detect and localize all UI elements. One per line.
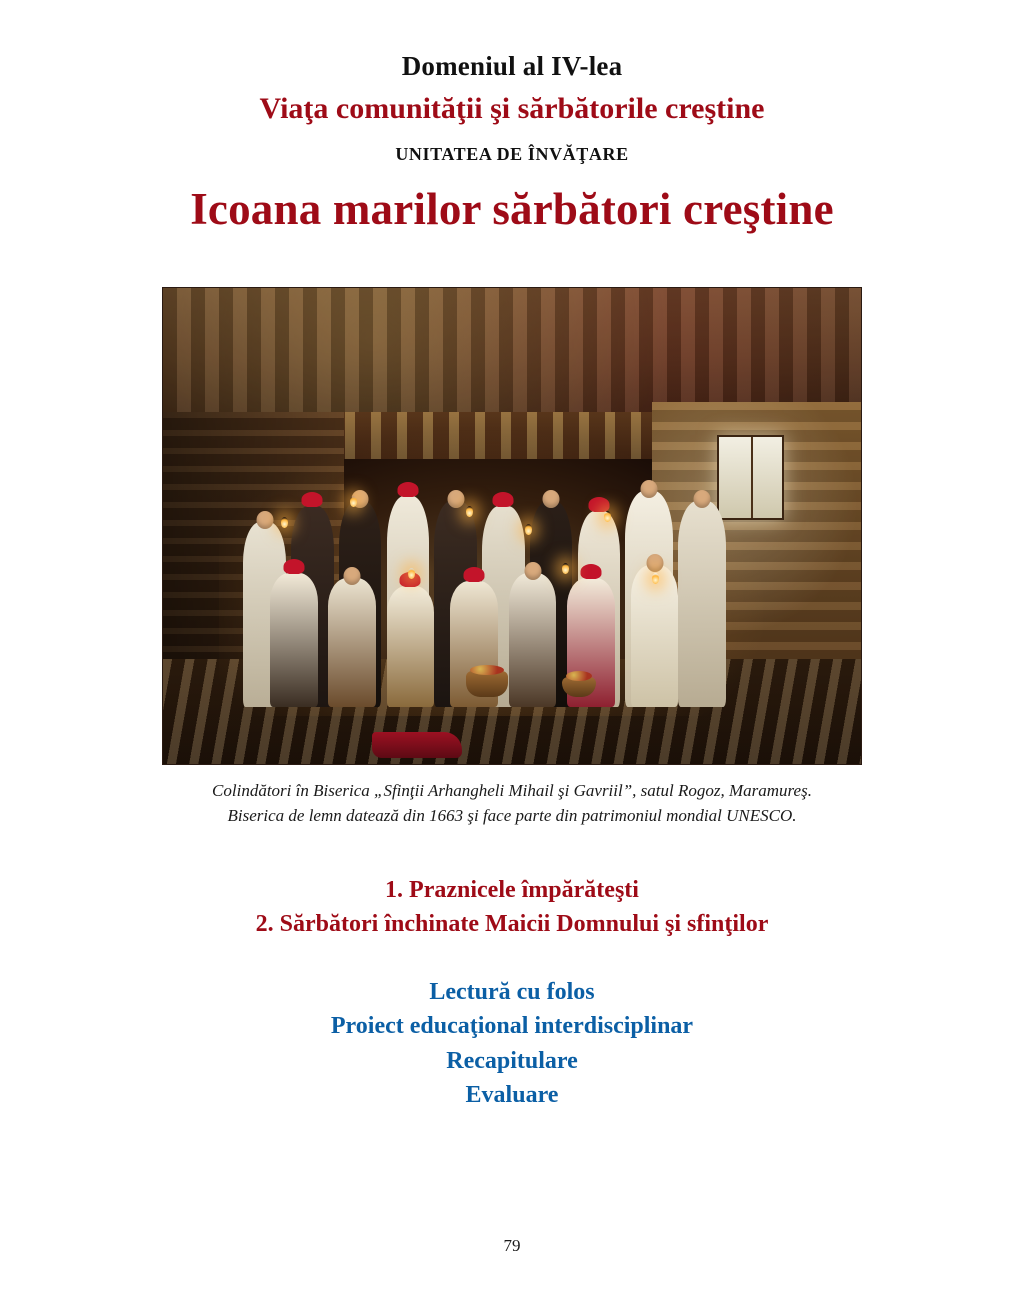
headscarf-icon (397, 482, 418, 497)
contents-item-2[interactable]: 2. Sărbători închinate Maicii Domnului şi sfinţilor (255, 910, 769, 937)
figure-child (509, 573, 557, 707)
figure-person (678, 501, 726, 707)
contents-item-evaluare[interactable]: Evaluare (465, 1081, 559, 1108)
red-cloth (372, 732, 462, 758)
unit-contents (0, 874, 1024, 1112)
figure (0, 287, 1024, 828)
headscarf-icon (588, 497, 609, 512)
domain-subtitle: Viaţa comunităţii şi sărbătorile creştine (259, 92, 765, 126)
figure-caption (162, 779, 862, 828)
headscarf-icon (283, 559, 304, 574)
head-icon (344, 567, 361, 585)
candle-flame-icon (350, 496, 357, 507)
page-number: 79 (503, 1236, 521, 1255)
head-icon (646, 554, 663, 572)
photo-ceiling (163, 288, 861, 417)
headscarf-icon (302, 492, 323, 507)
candle-flame-icon (281, 517, 288, 528)
figure-caption-line-1: Colindători în Biserica „Sfinţii Arhangheli Mihail şi Gavriil”, satul Rogoz, Maramureş. (212, 780, 812, 800)
candle-flame-icon (408, 568, 415, 579)
head-icon (641, 480, 658, 498)
contents-numbered (0, 874, 1024, 941)
unit-label: UNITATEA DE ÎNVĂŢARE (395, 143, 629, 164)
contents-item-proiect[interactable]: Proiect educaţional interdisciplinar (330, 1013, 694, 1040)
domain-line: Domeniul al IV-lea (401, 51, 623, 81)
contents-item-recapitulare[interactable]: Recapitulare (446, 1047, 578, 1074)
candle-flame-icon (652, 573, 659, 584)
head-icon (256, 511, 273, 529)
figure-child (328, 578, 376, 707)
page-title: Icoana marilor sărbători creştine (190, 183, 834, 234)
candle-flame-icon (562, 563, 569, 574)
headscarf-icon (493, 492, 514, 507)
figure-caption-line-2: Biserica de lemn datează din 1663 şi face parte din patrimoniul mondial UNESCO. (227, 805, 797, 825)
head-icon (447, 490, 464, 508)
contents-item-lectura[interactable]: Lectură cu folos (429, 979, 595, 1006)
figure-child (387, 586, 435, 707)
photo-carollers-group (233, 450, 763, 707)
candle-flame-icon (525, 524, 532, 535)
head-icon (524, 562, 541, 580)
church-carollers-photo (162, 287, 862, 765)
head-icon (543, 490, 560, 508)
figure-child (631, 565, 679, 706)
page-header (0, 0, 1024, 235)
headscarf-icon (580, 564, 601, 579)
contents-item-1[interactable]: 1. Praznicele împărăteşti (385, 877, 639, 904)
head-icon (694, 490, 711, 508)
headscarf-icon (464, 567, 485, 582)
contents-extras (0, 975, 1024, 1111)
fruit-basket (562, 677, 596, 697)
fruit-basket (466, 671, 508, 697)
figure-child (270, 573, 318, 707)
